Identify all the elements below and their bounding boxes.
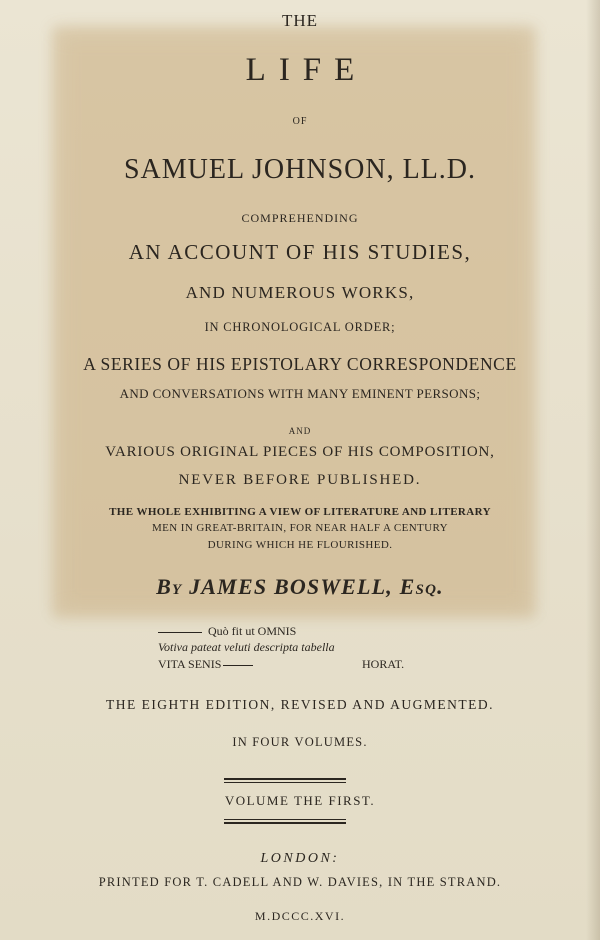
description-line-3: DURING WHICH HE FLOURISHED. — [207, 539, 393, 551]
title-the: THE — [281, 11, 319, 30]
subtitle-chronological: IN CHRONOLOGICAL ORDER; — [204, 320, 396, 334]
imprint-date: M.DCCC.XVI. — [254, 909, 346, 923]
description-line-2: MEN IN GREAT-BRITAIN, FOR NEAR HALF A CENTURY — [151, 522, 448, 534]
motto-text-1: Quò fit ut OMNIS — [208, 624, 297, 638]
subtitle-conversations: AND CONVERSATIONS WITH MANY EMINENT PERSONS; — [119, 386, 481, 401]
subtitle-works: AND NUMEROUS WORKS, — [185, 283, 415, 302]
volume-label: VOLUME THE FIRST. — [224, 793, 376, 808]
subtitle-comprehending: COMPREHENDING — [241, 211, 359, 225]
motto-line-3 — [158, 657, 253, 672]
author-byline: By JAMES BOSWELL, Esq. — [156, 574, 444, 599]
edition-line: THE EIGHTH EDITION, REVISED AND AUGMENTED. — [105, 697, 495, 712]
motto-line-2: Votiva pateat veluti descripta tabella — [158, 640, 335, 654]
page-edge-shadow — [586, 0, 600, 940]
imprint-city: LONDON: — [260, 851, 340, 866]
title-life: LIFE — [245, 52, 368, 88]
motto-text-3: VITA SENIS — [158, 657, 222, 671]
double-rule-top — [224, 778, 346, 783]
title-of: OF — [292, 116, 308, 127]
motto-dash-1 — [158, 632, 202, 633]
motto-line-1 — [158, 624, 296, 639]
motto-dash-3 — [223, 665, 253, 666]
double-rule-bottom — [224, 819, 346, 824]
volumes-line: IN FOUR VOLUMES. — [232, 735, 368, 749]
subtitle-various: VARIOUS ORIGINAL PIECES OF HIS COMPOSITION, — [105, 444, 495, 460]
motto-attribution: HORAT. — [362, 657, 405, 671]
subtitle-and: AND — [288, 426, 312, 436]
subtitle-series: A SERIES OF HIS EPISTOLARY CORRESPONDENCE — [83, 354, 517, 374]
subtitle-account: AN ACCOUNT OF HIS STUDIES, — [128, 240, 472, 264]
subtitle-never: NEVER BEFORE PUBLISHED. — [178, 472, 422, 488]
description-line-1: THE WHOLE EXHIBITING A VIEW OF LITERATURE AND LITERARY — [109, 506, 491, 518]
imprint-printer: PRINTED FOR T. CADELL AND W. DAVIES, IN THE STRAND. — [98, 875, 502, 889]
title-subject: SAMUEL JOHNSON, LL.D. — [123, 154, 477, 185]
